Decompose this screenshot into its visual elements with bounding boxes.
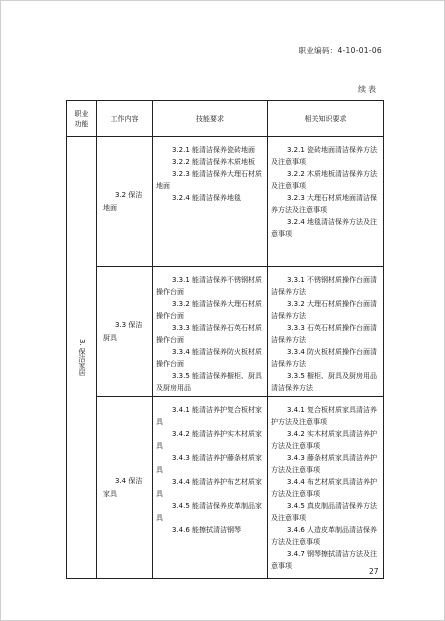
knowledge-item: 3.2.1 瓷砖地面清洁保养方法及注意事项 xyxy=(271,146,378,166)
skill-item: 3.4.1 能清洁养护复合板材家具 xyxy=(156,406,263,426)
knowledge-cell xyxy=(268,397,384,579)
skills-table xyxy=(66,100,384,579)
skill-item: 3.3.3 能清洁保养石英石材质操作台面 xyxy=(156,324,263,344)
skills-cell xyxy=(153,137,268,267)
function-label: 3. 保洁家居 xyxy=(78,339,86,376)
skill-item: 3.4.5 能清洁保养皮革制品家具 xyxy=(156,502,263,522)
work-content-cell xyxy=(97,397,153,579)
continued-label: 续表 xyxy=(358,85,378,94)
knowledge-item: 3.3.3 石英石材质操作台面清洁保养方法 xyxy=(271,324,378,344)
table-row xyxy=(67,397,384,579)
skill-item: 3.4.6 能擦拭清洁钢琴 xyxy=(172,526,242,534)
skill-item: 3.3.1 能清洁保养不锈钢材质操作台面 xyxy=(156,276,263,296)
skill-item: 3.2.2 能清洁保养木质地板 xyxy=(172,158,256,166)
knowledge-item: 3.4.2 实木材质家具清洁养护方法及注意事项 xyxy=(271,430,378,450)
skills-cell xyxy=(153,267,268,397)
occupation-code: 职业编码：4-10-01-06 xyxy=(298,46,382,55)
skill-item: 3.3.4 能清洁保养防火板材质操作台面 xyxy=(156,348,263,368)
table-row xyxy=(67,137,384,267)
work-content-label: 3.3 保洁厨具 xyxy=(103,320,143,342)
column-header-function: 职业功能 xyxy=(67,101,97,137)
work-content-label: 3.4 保洁家具 xyxy=(103,476,143,498)
knowledge-item: 3.3.5 橱柜、厨具及厨房用品清洁保养方法 xyxy=(271,372,378,392)
knowledge-item: 3.3.4 防火板材质操作台面清洁保养方法 xyxy=(271,348,378,368)
skill-item: 3.4.4 能清洁养护布艺材质家具 xyxy=(156,478,263,498)
column-header-skills: 技能要求 xyxy=(153,101,268,137)
knowledge-item: 3.3.2 大理石材质操作台面清洁保养方法 xyxy=(271,300,378,320)
knowledge-item: 3.4.1 复合板材质家具清洁养护方法及注意事项 xyxy=(271,406,378,426)
knowledge-item: 3.4.5 真皮制品清洁保养方法及注意事项 xyxy=(271,502,378,522)
column-header-work: 工作内容 xyxy=(97,101,153,137)
skill-item: 3.2.3 能清洁保养大理石材质地面 xyxy=(156,170,263,190)
skills-cell xyxy=(153,397,268,579)
skill-item: 3.2.1 能清洁保养瓷砖地面 xyxy=(172,146,256,154)
knowledge-item: 3.4.6 人造皮革制品清洁保养方法及注意事项 xyxy=(271,526,378,546)
table-row xyxy=(67,267,384,397)
knowledge-item: 3.2.4 地毯清洁保养方法及注意事项 xyxy=(271,218,378,238)
skill-item: 3.4.3 能清洁养护藤条材质家具 xyxy=(156,454,263,474)
knowledge-cell xyxy=(268,267,384,397)
skill-item: 3.2.4 能清洁保养地毯 xyxy=(172,194,242,202)
work-content-label: 3.2 保洁地面 xyxy=(103,190,143,212)
table-header-row xyxy=(67,101,384,137)
knowledge-item: 3.4.3 藤条材质家具清洁养护方法及注意事项 xyxy=(271,454,378,474)
column-header-knowledge: 相关知识要求 xyxy=(268,101,384,137)
knowledge-item: 3.4.4 布艺材质家具清洁养护方法及注意事项 xyxy=(271,478,378,498)
function-cell xyxy=(67,137,97,579)
knowledge-item: 3.2.3 大理石材质地面清洁保养方法及注意事项 xyxy=(271,194,378,214)
page-number: 27 xyxy=(369,567,379,576)
skill-item: 3.3.5 能清洁保养橱柜、厨具及厨房用品 xyxy=(156,372,263,392)
skill-item: 3.3.2 能清洁保养大理石材质操作台面 xyxy=(156,300,263,320)
knowledge-cell xyxy=(268,137,384,267)
knowledge-item: 3.4.7 钢琴擦拭清洁方法及注意事项 xyxy=(271,550,378,570)
work-content-cell xyxy=(97,137,153,267)
work-content-cell xyxy=(97,267,153,397)
knowledge-item: 3.3.1 不锈钢材质操作台面清洁保养方法 xyxy=(271,276,378,296)
skill-item: 3.4.2 能清洁养护实木材质家具 xyxy=(156,430,263,450)
knowledge-item: 3.2.2 木质地板清洁保养方法及注意事项 xyxy=(271,170,378,190)
